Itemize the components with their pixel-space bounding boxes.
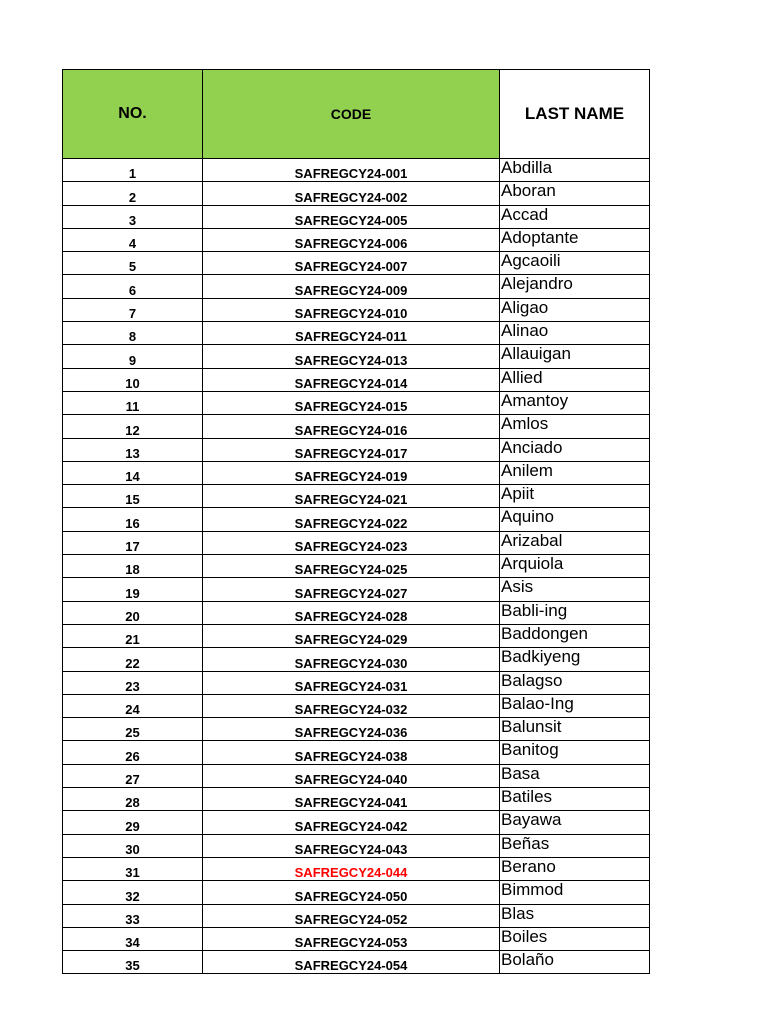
table-row [63,904,650,927]
table-row [63,322,650,345]
table-row [63,881,650,904]
table-row [63,927,650,950]
row-code: SAFREGCY24-015 [203,391,500,414]
row-code: SAFREGCY24-005 [203,205,500,228]
table-row [63,624,650,647]
table-row [63,391,650,414]
row-number: 16 [63,508,203,531]
row-code: SAFREGCY24-042 [203,811,500,834]
table-body [63,159,650,974]
row-last-name: Babli-ing [500,601,650,624]
row-last-name: Balao-Ing [500,694,650,717]
table-row [63,671,650,694]
row-code: SAFREGCY24-019 [203,461,500,484]
table-row [63,275,650,298]
row-code: SAFREGCY24-053 [203,927,500,950]
row-code: SAFREGCY24-017 [203,438,500,461]
row-number: 31 [63,857,203,880]
table-row [63,555,650,578]
row-number: 30 [63,834,203,857]
row-number: 20 [63,601,203,624]
table-row [63,601,650,624]
row-code: SAFREGCY24-006 [203,228,500,251]
table-row [63,252,650,275]
row-number: 17 [63,531,203,554]
row-number: 9 [63,345,203,368]
row-last-name: Accad [500,205,650,228]
table-row [63,205,650,228]
row-last-name: Baddongen [500,624,650,647]
row-number: 25 [63,718,203,741]
row-number: 27 [63,764,203,787]
row-number: 28 [63,788,203,811]
table-row [63,461,650,484]
row-code: SAFREGCY24-038 [203,741,500,764]
row-number: 2 [63,182,203,205]
row-last-name: Asis [500,578,650,601]
row-code: SAFREGCY24-010 [203,298,500,321]
table-row [63,485,650,508]
header-row [63,70,650,159]
row-last-name: Boiles [500,927,650,950]
row-number: 18 [63,555,203,578]
row-code: SAFREGCY24-031 [203,671,500,694]
row-number: 34 [63,927,203,950]
row-number: 6 [63,275,203,298]
row-number: 8 [63,322,203,345]
row-code: SAFREGCY24-030 [203,648,500,671]
row-last-name: Alinao [500,322,650,345]
table-row [63,531,650,554]
row-code: SAFREGCY24-044 [203,857,500,880]
table-row [63,741,650,764]
row-code: SAFREGCY24-043 [203,834,500,857]
row-code: SAFREGCY24-052 [203,904,500,927]
row-code: SAFREGCY24-009 [203,275,500,298]
table-row [63,508,650,531]
row-number: 4 [63,228,203,251]
row-code: SAFREGCY24-013 [203,345,500,368]
row-last-name: Arizabal [500,531,650,554]
row-last-name: Aligao [500,298,650,321]
row-number: 7 [63,298,203,321]
row-last-name: Allauigan [500,345,650,368]
table-row [63,438,650,461]
row-number: 11 [63,391,203,414]
row-number: 26 [63,741,203,764]
row-number: 21 [63,624,203,647]
row-number: 29 [63,811,203,834]
row-last-name: Anciado [500,438,650,461]
row-code: SAFREGCY24-025 [203,555,500,578]
row-code: SAFREGCY24-028 [203,601,500,624]
row-last-name: Agcaoili [500,252,650,275]
row-number: 24 [63,694,203,717]
header-last-name: LAST NAME [500,70,650,159]
row-code: SAFREGCY24-050 [203,881,500,904]
row-last-name: Adoptante [500,228,650,251]
table-row [63,578,650,601]
row-code: SAFREGCY24-054 [203,951,500,974]
roster-table [62,69,650,974]
row-last-name: Balagso [500,671,650,694]
table-row [63,764,650,787]
table-row [63,718,650,741]
row-number: 10 [63,368,203,391]
row-last-name: Aquino [500,508,650,531]
row-last-name: Berano [500,857,650,880]
row-last-name: Abdilla [500,159,650,182]
row-number: 33 [63,904,203,927]
row-last-name: Badkiyeng [500,648,650,671]
row-last-name: Allied [500,368,650,391]
row-code: SAFREGCY24-027 [203,578,500,601]
row-code: SAFREGCY24-001 [203,159,500,182]
table-row [63,345,650,368]
row-code: SAFREGCY24-021 [203,485,500,508]
row-code: SAFREGCY24-016 [203,415,500,438]
row-last-name: Apiit [500,485,650,508]
row-code: SAFREGCY24-036 [203,718,500,741]
row-last-name: Basa [500,764,650,787]
table-row [63,182,650,205]
row-code: SAFREGCY24-032 [203,694,500,717]
row-last-name: Bimmod [500,881,650,904]
row-last-name: Anilem [500,461,650,484]
row-code: SAFREGCY24-002 [203,182,500,205]
table-row [63,648,650,671]
header-code: CODE [203,70,500,159]
row-last-name: Bayawa [500,811,650,834]
row-code: SAFREGCY24-014 [203,368,500,391]
row-number: 15 [63,485,203,508]
row-number: 5 [63,252,203,275]
table-row [63,415,650,438]
row-last-name: Alejandro [500,275,650,298]
row-code: SAFREGCY24-029 [203,624,500,647]
row-number: 12 [63,415,203,438]
table-row [63,694,650,717]
row-last-name: Batiles [500,788,650,811]
row-number: 32 [63,881,203,904]
row-number: 23 [63,671,203,694]
row-code: SAFREGCY24-022 [203,508,500,531]
row-last-name: Blas [500,904,650,927]
table-row [63,811,650,834]
row-code: SAFREGCY24-041 [203,788,500,811]
row-last-name: Aboran [500,182,650,205]
row-last-name: Amantoy [500,391,650,414]
row-code: SAFREGCY24-023 [203,531,500,554]
row-number: 14 [63,461,203,484]
row-code: SAFREGCY24-007 [203,252,500,275]
table-row [63,834,650,857]
row-number: 22 [63,648,203,671]
table-row [63,298,650,321]
table-row [63,857,650,880]
row-code: SAFREGCY24-040 [203,764,500,787]
row-last-name: Amlos [500,415,650,438]
row-last-name: Banitog [500,741,650,764]
row-number: 19 [63,578,203,601]
row-last-name: Arquiola [500,555,650,578]
table-row [63,368,650,391]
table-row [63,788,650,811]
row-number: 13 [63,438,203,461]
row-last-name: Beñas [500,834,650,857]
row-number: 1 [63,159,203,182]
table-row [63,951,650,974]
row-last-name: Bolaño [500,951,650,974]
header-no: NO. [63,70,203,159]
table-row [63,159,650,182]
row-number: 35 [63,951,203,974]
row-code: SAFREGCY24-011 [203,322,500,345]
table-row [63,228,650,251]
row-last-name: Balunsit [500,718,650,741]
row-number: 3 [63,205,203,228]
